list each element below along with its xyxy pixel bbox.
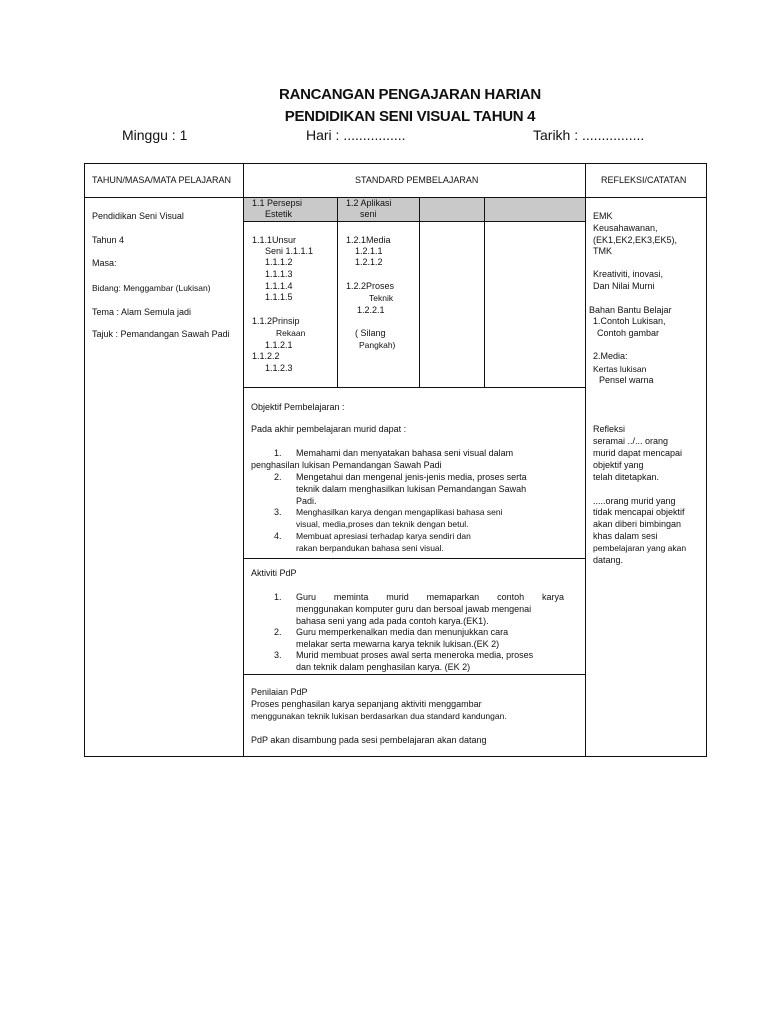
std-a-item: Rekaan	[276, 328, 306, 338]
std-b-item: Teknik	[369, 293, 394, 303]
aktiviti-num: 2.	[274, 627, 282, 637]
objektif-num: 1.	[274, 448, 282, 458]
std-a-item: 1.1.1Unsur	[252, 235, 297, 245]
std-a-item: 1.1.1.2	[265, 257, 293, 267]
minggu-field: Minggu : 1	[122, 127, 188, 143]
refleksi-line: Bahan Bantu Belajar	[589, 305, 672, 315]
refleksi-line: datang.	[593, 555, 624, 565]
standard-head-a2: Estetik	[265, 209, 293, 219]
objektif-line: rakan berpandukan bahasa seni visual.	[296, 543, 444, 553]
refleksi-line: telah ditetapkan.	[593, 472, 660, 482]
objektif-line: teknik dalam menghasilkan lukisan Pemandangan Sawah	[296, 484, 527, 494]
refleksi-line: seramai ../... orang	[593, 436, 669, 446]
penilaian-line: menggunakan teknik lukisan berdasarkan dua standard kandungan.	[251, 711, 507, 721]
std-b-item: Pangkah)	[359, 340, 396, 350]
objektif-line: Memahami dan menyatakan bahasa seni visual dalam	[296, 448, 514, 458]
tajuk-label: Tajuk : Pemandangan Sawah Padi	[92, 329, 230, 339]
objektif-line: penghasilan lukisan Pemandangan Sawah Padi	[251, 460, 442, 470]
refleksi-line: khas dalam sesi	[593, 531, 658, 541]
page-subtitle: PENDIDIKAN SENI VISUAL TAHUN 4	[284, 108, 536, 125]
tema-label: Tema : Alam Semula jadi	[92, 307, 192, 317]
table-border-right	[706, 163, 707, 757]
standard-col-divider-c2	[484, 221, 485, 387]
refleksi-line: tidak mencapai objektif	[593, 507, 685, 517]
standard-col-divider-a	[337, 198, 338, 387]
std-b-item: 1.2.1Media	[346, 235, 391, 245]
header-tahun: TAHUN/MASA/MATA PELAJARAN	[92, 175, 232, 185]
std-a-item: 1.1.1.5	[265, 292, 293, 302]
std-a-item: 1.1.1.3	[265, 269, 293, 279]
subject-label: Pendidikan Seni Visual	[92, 211, 184, 221]
objektif-divider	[243, 558, 585, 559]
std-b-item: ( Silang	[355, 328, 386, 338]
hari-field: Hari : ................	[306, 127, 406, 143]
penilaian-line: Proses penghasilan karya sepanjang aktiviti menggambar	[251, 699, 482, 709]
aktiviti-divider	[243, 674, 585, 675]
tarikh-field: Tarikh : ................	[533, 127, 645, 143]
aktiviti-line: dan teknik dalam penghasilan karya. (EK 2)	[296, 662, 471, 672]
std-a-item: 1.1.1.4	[265, 281, 293, 291]
refleksi-line: 2.Media:	[593, 351, 628, 361]
refleksi-line: Contoh gambar	[597, 328, 660, 338]
refleksi-line: murid dapat mencapai	[593, 448, 683, 458]
col-divider-1	[243, 163, 244, 757]
standard-head-b2: seni	[360, 209, 377, 219]
std-b-item: 1.2.1.2	[355, 257, 383, 267]
std-a-item: 1.1.2Prinsip	[252, 316, 300, 326]
refleksi-line: EMK	[593, 211, 613, 221]
standard-head-b1: 1.2 Aplikasi	[346, 198, 392, 208]
aktiviti-line: melakar serta mewarna karya teknik lukisan.(EK 2)	[296, 639, 500, 649]
standard-divider	[243, 387, 585, 388]
table-border-top	[84, 163, 707, 164]
bidang-label: Bidang: Menggambar (Lukisan)	[92, 283, 211, 293]
objektif-line: visual, media,proses dan teknik dengan betul.	[296, 519, 469, 529]
objektif-line: Padi.	[296, 496, 317, 506]
aktiviti-heading: Aktiviti PdP	[251, 568, 297, 578]
penilaian-heading: Penilaian PdP	[251, 687, 308, 697]
objektif-heading: Objektif Pembelajaran :	[251, 402, 345, 412]
page-title: RANCANGAN PENGAJARAN HARIAN	[279, 86, 541, 103]
aktiviti-line: Guru meminta murid memaparkan contoh karya	[296, 592, 564, 602]
aktiviti-num: 3.	[274, 650, 282, 660]
objektif-num: 2.	[274, 472, 282, 482]
refleksi-line: objektif yang	[593, 460, 644, 470]
refleksi-line: Pensel warna	[599, 375, 654, 385]
standard-col-divider-c	[484, 198, 485, 221]
tahun-label: Tahun 4	[92, 235, 125, 245]
refleksi-line: pembelajaran yang akan	[593, 543, 687, 553]
std-b-item: 1.2.2.1	[357, 305, 385, 315]
refleksi-line: Dan Nilai Murni	[593, 281, 655, 291]
refleksi-line: TMK	[593, 246, 612, 256]
std-b-item: 1.2.1.1	[355, 246, 383, 256]
refleksi-line: Refleksi	[593, 424, 626, 434]
penilaian-continuation: PdP akan disambung pada sesi pembelajaran akan datang	[251, 735, 487, 745]
header-refleksi: REFLEKSI/CATATAN	[601, 175, 687, 185]
table-border-bottom	[84, 756, 707, 757]
aktiviti-line: bahasa seni yang ada pada contoh karya.(EK1).	[296, 616, 489, 626]
standard-col-divider-b	[419, 198, 420, 387]
table-border-left	[84, 163, 85, 757]
std-a-item: 1.1.2.2	[252, 351, 280, 361]
objektif-line: Menghasilkan karya dengan mengaplikasi bahasa seni	[296, 507, 503, 517]
objektif-intro: Pada akhir pembelajaran murid dapat :	[251, 424, 407, 434]
aktiviti-num: 1.	[274, 592, 282, 602]
objektif-num: 4.	[274, 531, 282, 541]
refleksi-line: Kreativiti, inovasi,	[593, 269, 664, 279]
objektif-num: 3.	[274, 507, 282, 517]
refleksi-line: Kertas lukisan	[593, 364, 647, 374]
refleksi-line: (EK1,EK2,EK3,EK5),	[593, 235, 678, 245]
refleksi-line: Keusahawanan,	[593, 223, 658, 233]
refleksi-line: .....orang murid yang	[593, 496, 676, 506]
aktiviti-line: menggunakan komputer guru dan bersoal jawab mengenai	[296, 604, 532, 614]
aktiviti-line: Guru memperkenalkan media dan menunjukkan cara	[296, 627, 509, 637]
masa-label: Masa:	[92, 258, 117, 268]
aktiviti-line: Murid membuat proses awal serta meneroka media, proses	[296, 650, 534, 660]
std-b-item: 1.2.2Proses	[346, 281, 395, 291]
std-a-item: 1.1.2.3	[265, 363, 293, 373]
col-divider-2	[585, 163, 586, 757]
refleksi-line: akan diberi bimbingan	[593, 519, 682, 529]
refleksi-line: 1.Contoh Lukisan,	[593, 316, 666, 326]
standard-subheader-divider	[243, 221, 585, 222]
standard-head-a1: 1.1 Persepsi	[252, 198, 303, 208]
header-standard: STANDARD PEMBELAJARAN	[355, 175, 479, 185]
objektif-line: Mengetahui dan mengenal jenis-jenis media, proses serta	[296, 472, 527, 482]
std-a-item: 1.1.2.1	[265, 340, 293, 350]
std-a-item: Seni 1.1.1.1	[265, 246, 314, 256]
objektif-line: Membuat apresiasi terhadap karya sendiri dan	[296, 531, 471, 541]
